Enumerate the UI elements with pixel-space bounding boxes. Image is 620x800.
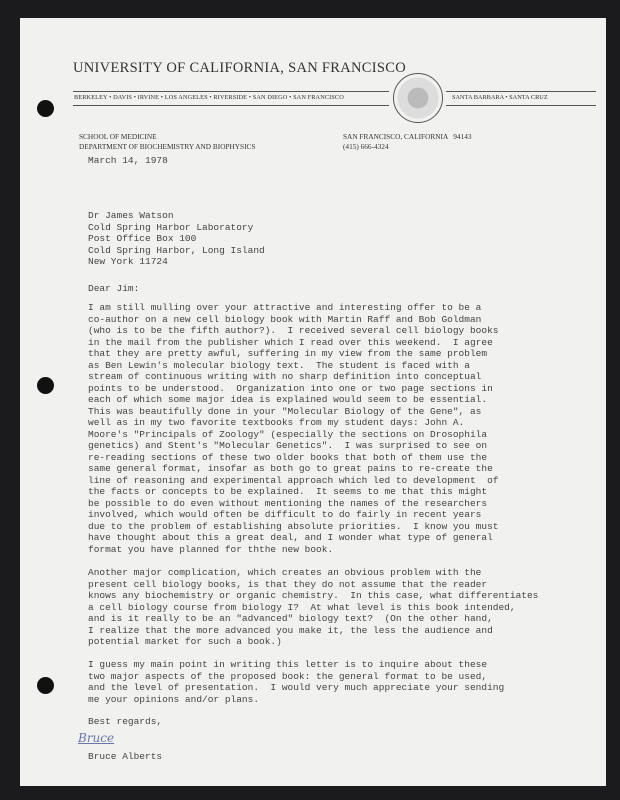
department-name: DEPARTMENT OF BIOCHEMISTRY AND BIOPHYSICS [79,142,256,151]
letterhead-rule [73,91,389,92]
phone-number: (415) 666-4324 [343,142,389,151]
letterhead-rule [446,91,596,92]
letter-date: March 14, 1978 [88,155,168,166]
letterhead-rule [446,105,596,106]
punch-hole [37,377,54,394]
salutation: Dear Jim: [88,283,140,294]
campuses-right: SANTA BARBARA • SANTA CRUZ [452,94,548,101]
address-line: Dr James Watson [88,210,174,221]
signer-name: Bruce Alberts [88,751,163,762]
address-line: Cold Spring Harbor Laboratory [88,221,254,233]
campuses-left: BERKELEY • DAVIS • IRVINE • LOS ANGELES • RIVERSIDE • SAN DIEGO • SAN FRANCISCO [74,94,344,101]
university-name: UNIVERSITY OF CALIFORNIA, SAN FRANCISCO [73,60,407,76]
body-paragraph-3: I guess my main point in writing this letter is to inquire about these two major aspects of the proposed book: the general format to be used, and the level of presentation. I would very much appreciate your sending me your opinions and/or plans. [88,659,505,705]
address-city: SAN FRANCISCO, CALIFORNIA 94143 [343,132,472,141]
school-name: SCHOOL OF MEDICINE [79,132,157,141]
recipient-address [88,210,265,268]
punch-hole [37,100,54,117]
signature [78,731,114,745]
letterhead-rule [73,105,389,106]
address-line: Post Office Box 100 [88,233,197,244]
body-paragraph-2: Another major complication, which creates an obvious problem with the present cell biology books, is that they do not assume that the reader knows any biochemistry or organic chemistry. In this case, what differentiates a cell biology course from biology I? At what level is this book intended, and is it really to be an "advanced" biology text? (On the other hand, I realize that the more advanced you make it, the less the audience and potential market for such a book.) [88,567,539,647]
punch-hole [37,677,54,694]
address-line: Cold Spring Harbor, Long Island [88,244,265,256]
address-line: New York 11724 [88,256,168,267]
university-seal [393,73,443,123]
signature-text: Bruce [78,731,115,745]
letter-page [20,18,606,786]
body-paragraph-1: I am still mulling over your attractive and interesting offer to be a co-author on a new cell biology book with Martin Raff and Bob Goldman (who is to be the fifth author?). I received several cell biology books in the mail from the publisher which I read over this weekend. I agree that they are pretty awful, suffering in my view from the same problem as Ben Lewin's molecular biology text. The student is faced with a stream of continuous writing with no sharp definition into conceptual points to be understood. Organization into one or two page sections in each of which some major idea is explained would seem to be essential. This was beautifully done in your "Molecular Biology of the Gene", as well as in my two favorite textbooks from my student days: John A. Moore's "Principals of Zoology" (especially the sections on Drosophila genetics) and Stent's "Molecular Genetics". I was surprised to see on re-reading sections of these two older books that both of them use the same general format, insofar as both go to great pains to re-create the line of reasoning and experimental approach which led to development of the facts or concepts to be explained. It seems to me that this might be possible to do even without mentioning the names of the researchers involved, which would often be difficult to do fairly in recent years due to the problem of establishing absolute priorities. I know you must have thought about this a great deal, and I wonder what type of general format you have planned for ththe new book. [88,302,499,555]
closing: Best regards, [88,716,163,727]
